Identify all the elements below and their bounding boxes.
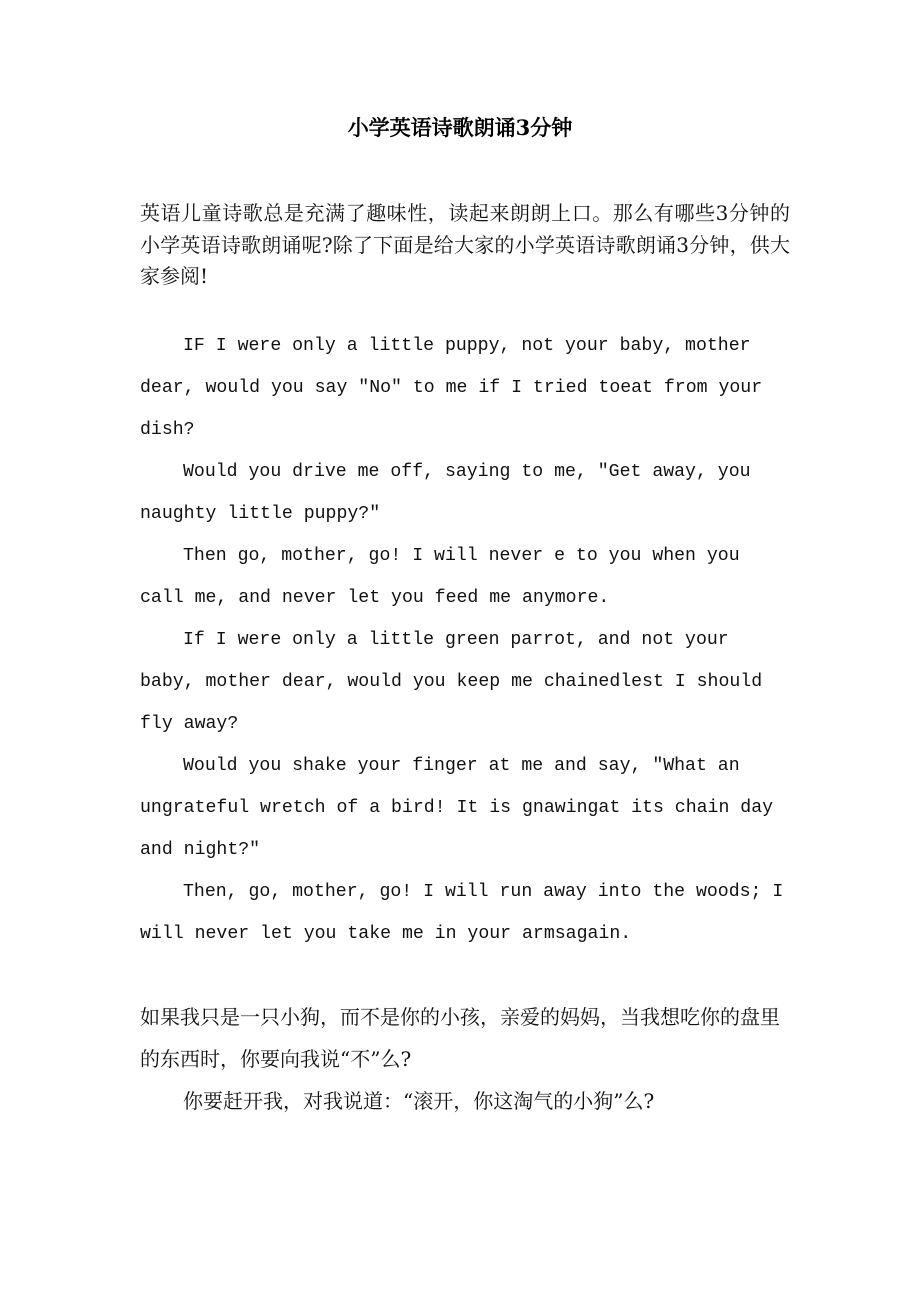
- intro-paragraph: 英语儿童诗歌总是充满了趣味性，读起来朗朗上口。那么有哪些3分钟的小学英语诗歌朗诵呢?除了下面是给大家的小学英语诗歌朗诵3分钟，供大家参阅!: [140, 201, 790, 288]
- translation-paragraph: 你要赶开我，对我说道：“滚开，你这淘气的小狗”么?: [183, 1089, 655, 1113]
- translation-paragraph: 如果我只是一只小狗，而不是你的小孩，亲爱的妈妈，当我想吃你的盘里的东西时，你要向我说“不”么?: [140, 1005, 780, 1071]
- document-title: 小学英语诗歌朗诵3分钟: [347, 115, 573, 140]
- poem-paragraph: Would you shake your finger at me and say, "What an ungrateful wretch of a bird! It is gnawingat its chain day and night?": [140, 756, 774, 860]
- translation-section: [140, 996, 790, 1122]
- poem-paragraph: Then, go, mother, go! I will run away into the woods; I will never let you take me in your armsagain.: [140, 882, 784, 944]
- poem-paragraph: Would you drive me off, saying to me, "Get away, you naughty little puppy?": [140, 462, 751, 524]
- poem-paragraph: If I were only a little green parrot, and not your baby, mother dear, would you keep me chainedlest I should fly away?: [140, 630, 763, 734]
- poem-paragraph: IF I were only a little puppy, not your baby, mother dear, would you say "No" to me if I tried toeat from your dish?: [140, 336, 763, 440]
- poem-paragraph: Then go, mother, go! I will never e to you when you call me, and never let you feed me anymore.: [140, 546, 740, 608]
- poem-section: [140, 325, 790, 955]
